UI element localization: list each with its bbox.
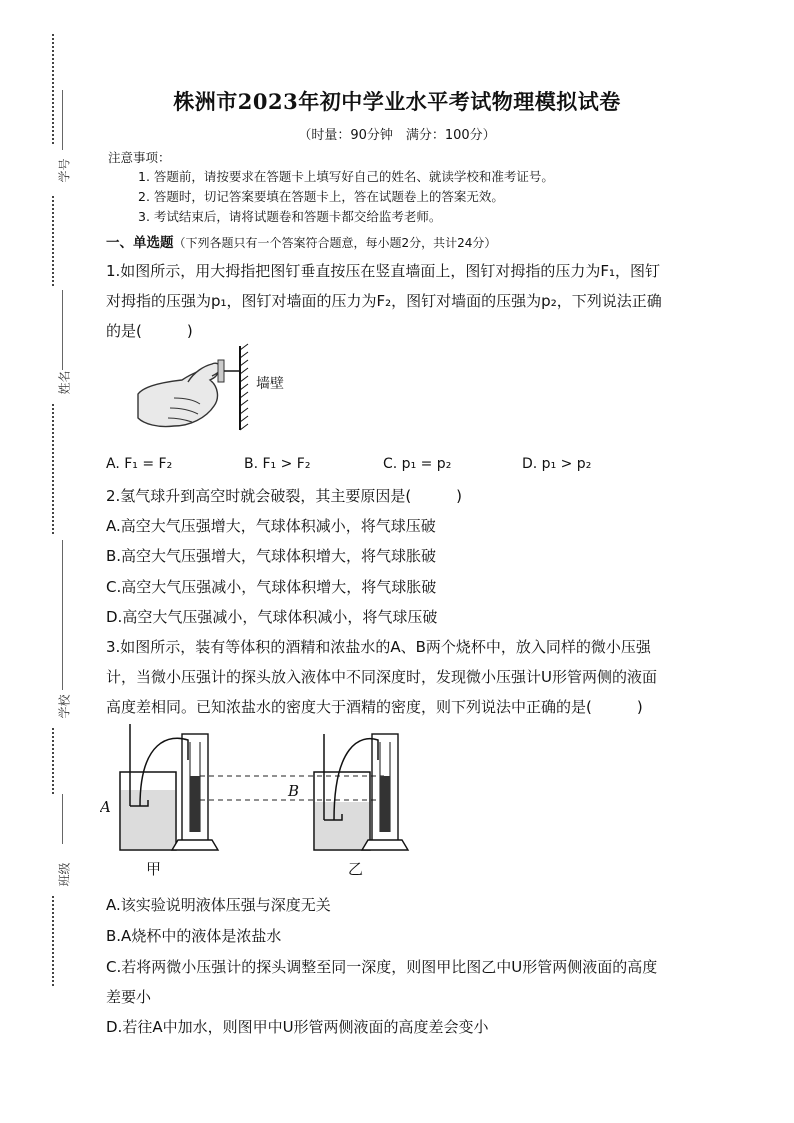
caption-right: 乙	[348, 860, 364, 878]
beaker-b-label: B	[288, 782, 300, 800]
school-label: 学校	[57, 694, 72, 719]
pressure-gauge-illustration	[100, 720, 440, 880]
thumb-pin-illustration	[134, 342, 304, 434]
caption-left: 甲	[146, 860, 162, 878]
q3-stem-line: 计，当微小压强计的探头放入液体中不同深度时，发现微小压强计U形管两侧的液面	[106, 668, 657, 686]
notice-item: 1. 答题前，请按要求在答题卡上填写好自己的姓名、就读学校和准考证号。	[138, 169, 554, 184]
margin-dotted-line	[52, 196, 54, 286]
margin-solid-line	[62, 290, 63, 370]
class-label: 班级	[57, 862, 72, 887]
q3-option-d: D.若往A中加水，则图甲中U形管两侧液面的高度差会变小	[106, 1018, 489, 1036]
margin-solid-line	[62, 540, 63, 690]
student-id-label: 学号	[57, 158, 72, 183]
margin-dotted-line	[52, 404, 54, 534]
section-note: （下列各题只有一个答案符合题意，每小题2分，共计24分）	[173, 236, 497, 250]
q3-option-c: C.若将两微小压强计的探头调整至同一深度，则图甲比图乙中U形管两侧液面的高度	[106, 958, 658, 976]
wall-label: 墙壁	[256, 376, 284, 392]
exam-title: 株洲市2023年初中学业水平考试物理模拟试卷	[173, 89, 621, 114]
margin-dotted-line	[52, 896, 54, 986]
setup-right	[287, 734, 408, 878]
section-title: 一、单选题	[106, 235, 174, 251]
beaker-a-label: A	[100, 798, 111, 816]
margin-dotted-line	[52, 728, 54, 794]
notice-item: 2. 答题时，切记答案要填在答题卡上，答在试题卷上的答案无效。	[138, 189, 504, 204]
q2-stem: 2.氢气球升到高空时就会破裂，其主要原因是( )	[106, 487, 463, 505]
q1-stem-line: 的是( )	[106, 322, 193, 340]
exam-subtitle: （时量：90分钟 满分：100分）	[298, 128, 496, 143]
q3-option-b: B.A烧杯中的液体是浓盐水	[106, 927, 282, 945]
q1-option-a: A. F₁ = F₂	[106, 456, 173, 472]
q1-option-b: B. F₁ > F₂	[244, 456, 311, 472]
notice-item: 3. 考试结束后，请将试题卷和答题卡都交给监考老师。	[138, 209, 442, 224]
q1-option-c: C. p₁ = p₂	[383, 456, 452, 472]
q1-thumb-pin-figure	[134, 342, 304, 438]
q3-stem-line: 3.如图所示，装有等体积的酒精和浓盐水的A、B两个烧杯中，放入同样的微小压强	[106, 638, 651, 656]
q3-option-c-cont: 差要小	[106, 988, 152, 1006]
notice-heading: 注意事项：	[108, 150, 171, 165]
margin-solid-line	[62, 794, 63, 844]
q2-option-a: A.高空大气压强增大，气球体积减小，将气球压破	[106, 517, 436, 535]
q2-option-d: D.高空大气压强减小，气球体积减小，将气球压破	[106, 608, 438, 626]
q2-option-b: B.高空大气压强增大，气球体积增大，将气球胀破	[106, 547, 437, 565]
q1-option-d: D. p₁ > p₂	[522, 456, 592, 472]
q3-pressure-gauge-figure	[100, 720, 440, 884]
q1-stem-line: 1.如图所示，用大拇指把图钉垂直按压在竖直墙面上，图钉对拇指的压力为F₁，图钉	[106, 262, 660, 280]
section-heading	[106, 231, 496, 251]
q1-stem-line: 对拇指的压强为p₁，图钉对墙面的压力为F₂，图钉对墙面的压强为p₂，下列说法正确	[106, 292, 662, 310]
q3-option-a: A.该实验说明液体压强与深度无关	[106, 896, 331, 914]
setup-left	[100, 724, 218, 878]
q2-option-c: C.高空大气压强减小，气球体积增大，将气球胀破	[106, 578, 437, 596]
q3-stem-line: 高度差相同。已知浓盐水的密度大于酒精的密度，则下列说法中正确的是( )	[106, 698, 643, 716]
name-label: 姓名	[57, 370, 72, 395]
